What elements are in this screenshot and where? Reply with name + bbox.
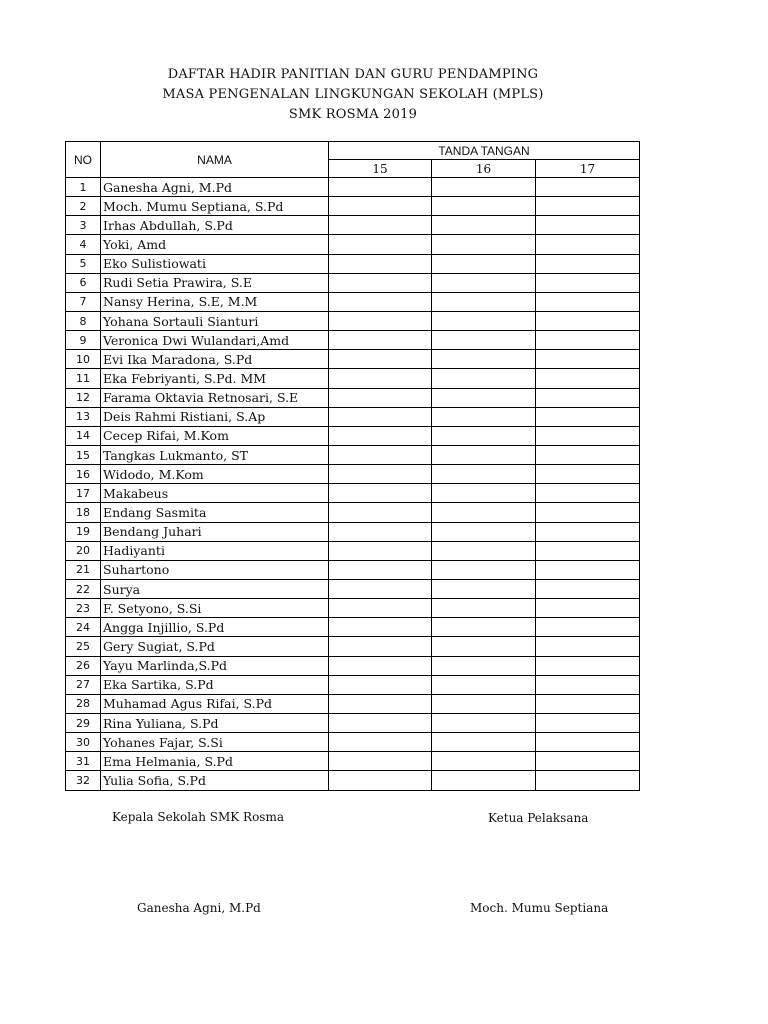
row-name: Yohana Sortauli Sianturi (101, 311, 329, 330)
signature-cell (329, 216, 432, 235)
table-row (66, 637, 640, 656)
signature-cell (536, 618, 640, 637)
column-header-day: 16 (432, 160, 536, 178)
row-name: Evi Ika Maradona, S.Pd (101, 350, 329, 369)
table-row (66, 465, 640, 484)
signature-cell (329, 197, 432, 216)
row-number: 20 (66, 541, 101, 560)
row-name: Ganesha Agni, M.Pd (101, 178, 329, 197)
table-row (66, 599, 640, 618)
signature-cell (432, 426, 536, 445)
signature-cell (329, 694, 432, 713)
signature-cell (536, 579, 640, 598)
row-number: 5 (66, 254, 101, 273)
row-name: Tangkas Lukmanto, ST (101, 445, 329, 464)
row-name: Suhartono (101, 560, 329, 579)
signature-cell (329, 541, 432, 560)
row-name: Irhas Abdullah, S.Pd (101, 216, 329, 235)
signature-title-ketua-pelaksana: Ketua Pelaksana (488, 811, 589, 825)
signature-cell (536, 675, 640, 694)
signature-cell (329, 656, 432, 675)
signature-cell (432, 465, 536, 484)
signature-cell (432, 637, 536, 656)
row-name: F. Setyono, S.Si (101, 599, 329, 618)
signature-cell (536, 445, 640, 464)
row-name: Cecep Rifai, M.Kom (101, 426, 329, 445)
signature-cell (536, 752, 640, 771)
signature-cell (432, 484, 536, 503)
signature-cell (329, 484, 432, 503)
row-name: Yulia Sofia, S.Pd (101, 771, 329, 790)
signature-cell (432, 407, 536, 426)
signature-cell (432, 235, 536, 254)
signature-cell (432, 752, 536, 771)
signature-cell (432, 675, 536, 694)
row-name: Angga Injillio, S.Pd (101, 618, 329, 637)
row-name: Makabeus (101, 484, 329, 503)
row-number: 6 (66, 273, 101, 292)
signature-cell (536, 733, 640, 752)
signature-cell (432, 522, 536, 541)
row-number: 17 (66, 484, 101, 503)
table-row (66, 484, 640, 503)
signature-cell (329, 311, 432, 330)
signature-cell (329, 618, 432, 637)
table-row (66, 331, 640, 350)
signature-cell (536, 541, 640, 560)
signature-cell (432, 694, 536, 713)
row-name: Farama Oktavia Retnosari, S.E (101, 388, 329, 407)
signature-cell (432, 331, 536, 350)
signature-name-ketua-pelaksana: Moch. Mumu Septiana (470, 901, 609, 915)
signature-cell (329, 599, 432, 618)
row-number: 22 (66, 579, 101, 598)
table-row (66, 579, 640, 598)
table-row (66, 675, 640, 694)
column-header-tanda-tangan: TANDA TANGAN (329, 142, 640, 160)
row-name: Eka Febriyanti, S.Pd. MM (101, 369, 329, 388)
row-number: 25 (66, 637, 101, 656)
signature-cell (536, 599, 640, 618)
signature-cell (432, 178, 536, 197)
table-row (66, 273, 640, 292)
signature-cell (536, 560, 640, 579)
row-name: Gery Sugiat, S.Pd (101, 637, 329, 656)
signature-cell (432, 541, 536, 560)
signature-cell (536, 407, 640, 426)
signature-cell (536, 331, 640, 350)
signature-cell (329, 292, 432, 311)
signature-cell (329, 713, 432, 732)
row-name: Endang Sasmita (101, 503, 329, 522)
signature-cell (536, 235, 640, 254)
table-row (66, 292, 640, 311)
signature-cell (432, 369, 536, 388)
document-title-line-1: DAFTAR HADIR PANITIAN DAN GURU PENDAMPING (167, 67, 539, 82)
row-number: 8 (66, 311, 101, 330)
row-name: Deis Rahmi Ristiani, S.Ap (101, 407, 329, 426)
row-name: Ema Helmania, S.Pd (101, 752, 329, 771)
signature-cell (536, 292, 640, 311)
signature-cell (432, 216, 536, 235)
table-row (66, 311, 640, 330)
row-number: 1 (66, 178, 101, 197)
signature-cell (536, 426, 640, 445)
signature-cell (536, 350, 640, 369)
signature-cell (329, 522, 432, 541)
table-row (66, 733, 640, 752)
row-name: Widodo, M.Kom (101, 465, 329, 484)
signature-cell (432, 618, 536, 637)
table-row (66, 771, 640, 790)
row-number: 30 (66, 733, 101, 752)
signature-cell (329, 752, 432, 771)
column-header-day: 15 (329, 160, 432, 178)
table-row (66, 560, 640, 579)
signature-cell (329, 579, 432, 598)
row-number: 9 (66, 331, 101, 350)
signature-cell (329, 637, 432, 656)
row-number: 3 (66, 216, 101, 235)
signature-cell (432, 560, 536, 579)
row-name: Eka Sartika, S.Pd (101, 675, 329, 694)
table-row (66, 426, 640, 445)
signature-cell (329, 178, 432, 197)
signature-cell (432, 350, 536, 369)
signature-cell (329, 350, 432, 369)
signature-cell (536, 656, 640, 675)
signature-cell (329, 235, 432, 254)
signature-cell (432, 579, 536, 598)
signature-cell (329, 445, 432, 464)
row-number: 27 (66, 675, 101, 694)
signature-cell (329, 388, 432, 407)
attendance-table (65, 141, 640, 791)
row-name: Rina Yuliana, S.Pd (101, 713, 329, 732)
signature-cell (329, 465, 432, 484)
document-title-line-3: SMK ROSMA 2019 (288, 107, 418, 122)
signature-cell (432, 713, 536, 732)
row-number: 7 (66, 292, 101, 311)
row-name: Eko Sulistiowati (101, 254, 329, 273)
row-name: Hadiyanti (101, 541, 329, 560)
row-number: 29 (66, 713, 101, 732)
column-header-no: NO (66, 142, 101, 178)
row-number: 28 (66, 694, 101, 713)
table-row (66, 541, 640, 560)
table-row (66, 656, 640, 675)
signature-cell (432, 254, 536, 273)
signature-cell (536, 465, 640, 484)
table-row (66, 694, 640, 713)
signature-cell (432, 292, 536, 311)
signature-cell (536, 771, 640, 790)
attendance-rows (66, 178, 640, 791)
signature-cell (329, 369, 432, 388)
signature-cell (536, 273, 640, 292)
table-row (66, 197, 640, 216)
signature-cell (536, 388, 640, 407)
signature-title-kepala-sekolah: Kepala Sekolah SMK Rosma (112, 810, 284, 824)
row-number: 23 (66, 599, 101, 618)
row-number: 14 (66, 426, 101, 445)
row-name: Moch. Mumu Septiana, S.Pd (101, 197, 329, 216)
signature-cell (329, 426, 432, 445)
row-number: 16 (66, 465, 101, 484)
row-number: 31 (66, 752, 101, 771)
row-name: Yohanes Fajar, S.Si (101, 733, 329, 752)
row-number: 15 (66, 445, 101, 464)
row-number: 4 (66, 235, 101, 254)
row-name: Nansy Herina, S.E, M.M (101, 292, 329, 311)
row-number: 2 (66, 197, 101, 216)
table-row (66, 522, 640, 541)
signature-cell (329, 733, 432, 752)
column-header-nama: NAMA (101, 142, 329, 178)
signature-cell (432, 656, 536, 675)
signature-cell (536, 713, 640, 732)
row-name: Bendang Juhari (101, 522, 329, 541)
table-row (66, 350, 640, 369)
signature-cell (432, 445, 536, 464)
table-row (66, 752, 640, 771)
row-number: 26 (66, 656, 101, 675)
signature-cell (536, 178, 640, 197)
signature-cell (536, 694, 640, 713)
table-row (66, 503, 640, 522)
row-number: 32 (66, 771, 101, 790)
signature-cell (536, 216, 640, 235)
table-row (66, 445, 640, 464)
signature-cell (329, 331, 432, 350)
row-name: Muhamad Agus Rifai, S.Pd (101, 694, 329, 713)
signature-cell (329, 273, 432, 292)
row-number: 24 (66, 618, 101, 637)
signature-cell (536, 197, 640, 216)
table-row (66, 369, 640, 388)
row-number: 10 (66, 350, 101, 369)
signature-cell (329, 560, 432, 579)
table-row (66, 254, 640, 273)
row-number: 12 (66, 388, 101, 407)
row-name: Yoki, Amd (101, 235, 329, 254)
signature-name-kepala-sekolah: Ganesha Agni, M.Pd (137, 901, 261, 915)
signature-cell (536, 503, 640, 522)
row-name: Rudi Setia Prawira, S.E (101, 273, 329, 292)
table-row (66, 618, 640, 637)
signature-cell (536, 484, 640, 503)
signature-cell (432, 197, 536, 216)
row-number: 13 (66, 407, 101, 426)
signature-cell (329, 675, 432, 694)
signature-cell (536, 311, 640, 330)
signature-cell (329, 503, 432, 522)
signature-cell (329, 254, 432, 273)
row-name: Yayu Marlinda,S.Pd (101, 656, 329, 675)
row-number: 11 (66, 369, 101, 388)
table-row (66, 407, 640, 426)
signature-cell (432, 273, 536, 292)
signature-cell (536, 522, 640, 541)
table-row (66, 388, 640, 407)
document-title-line-2: MASA PENGENALAN LINGKUNGAN SEKOLAH (MPLS) (162, 87, 544, 102)
signature-cell (536, 254, 640, 273)
row-number: 18 (66, 503, 101, 522)
column-header-day: 17 (536, 160, 640, 178)
signature-cell (432, 311, 536, 330)
signature-cell (329, 407, 432, 426)
table-row (66, 178, 640, 197)
signature-cell (329, 771, 432, 790)
row-name: Veronica Dwi Wulandari,Amd (101, 331, 329, 350)
signature-cell (536, 637, 640, 656)
table-row (66, 235, 640, 254)
table-row (66, 713, 640, 732)
row-number: 19 (66, 522, 101, 541)
signature-cell (432, 503, 536, 522)
row-number: 21 (66, 560, 101, 579)
signature-cell (432, 388, 536, 407)
signature-cell (432, 771, 536, 790)
row-name: Surya (101, 579, 329, 598)
signature-cell (432, 733, 536, 752)
signature-cell (432, 599, 536, 618)
signature-cell (536, 369, 640, 388)
table-row (66, 216, 640, 235)
